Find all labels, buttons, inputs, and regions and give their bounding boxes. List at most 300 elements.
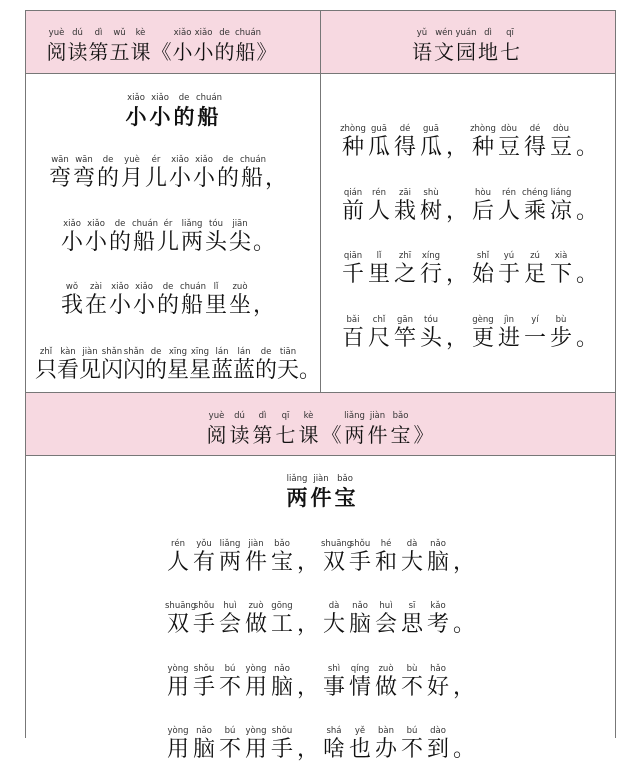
- hanzi-char: 。: [452, 612, 475, 637]
- pinyin-text: xiǎo: [195, 155, 213, 165]
- pinyin-text: de: [162, 282, 174, 292]
- lesson7-header-title: [205, 411, 435, 448]
- pinyin-text: shuāng: [165, 601, 197, 611]
- hanzi-char: ，: [452, 675, 475, 700]
- ruby-unit: [217, 601, 243, 638]
- pinyin-text: xiǎo: [127, 93, 145, 103]
- hanzi-char: 里: [367, 262, 390, 287]
- ruby-unit: [451, 539, 477, 576]
- ruby-unit: [132, 219, 159, 256]
- hanzi-char: 文: [434, 40, 454, 64]
- hanzi-char: 行: [419, 262, 442, 287]
- pinyin-text: gèng: [472, 315, 494, 325]
- ruby-unit: [366, 251, 392, 288]
- pinyin-text: dú: [72, 28, 83, 38]
- hanzi-char: 手: [192, 675, 215, 700]
- row-divider-3: [26, 455, 615, 456]
- pinyin-text: [451, 664, 477, 675]
- hanzi-char: 工: [270, 612, 293, 637]
- pinyin-text: chuán: [196, 93, 223, 103]
- ruby-unit: [496, 124, 522, 161]
- ruby-unit: [418, 188, 444, 225]
- row-divider-2: [26, 392, 615, 393]
- pinyin-text: guā: [423, 124, 439, 134]
- hanzi-char: 双: [166, 612, 189, 637]
- pinyin-text: gān: [397, 315, 413, 325]
- ruby-unit: [399, 726, 425, 763]
- pinyin-text: kàn: [60, 347, 76, 357]
- hanzi-char: 的: [173, 104, 195, 129]
- ruby-unit: [444, 251, 470, 288]
- hanzi-char: 天: [277, 358, 300, 383]
- hanzi-char: 》: [413, 423, 434, 447]
- hanzi-char: 两: [286, 485, 308, 510]
- ruby-unit: [499, 28, 521, 65]
- hanzi-char: 事: [322, 675, 345, 700]
- pinyin-text: dì: [258, 411, 267, 421]
- ruby-unit: [425, 539, 451, 576]
- pinyin-text: [295, 539, 321, 550]
- ruby-unit: [217, 664, 243, 701]
- ruby-unit: [217, 726, 243, 763]
- ruby-unit: [309, 474, 333, 511]
- poem2-line: [165, 726, 477, 763]
- hanzi-char: 。: [575, 326, 598, 351]
- hanzi-char: 的: [216, 166, 239, 191]
- pinyin-text: lǐ: [376, 251, 382, 261]
- ruby-unit: [243, 601, 269, 638]
- hanzi-char: 弯: [72, 166, 95, 191]
- pinyin-text: shuāng: [321, 539, 353, 549]
- pinyin-text: huì: [223, 601, 237, 611]
- column-divider: [320, 11, 321, 392]
- ruby-unit: [228, 411, 251, 448]
- poem2-line: [165, 601, 477, 638]
- pinyin-text: yú: [503, 251, 515, 261]
- hanzi-char: 儿: [156, 230, 179, 255]
- pinyin-text: ér: [163, 219, 173, 229]
- hanzi-char: 好: [426, 675, 449, 700]
- hanzi-char: 办: [374, 737, 397, 762]
- pinyin-text: shì: [327, 664, 341, 674]
- ruby-unit: [79, 347, 101, 384]
- hanzi-char: 件: [244, 550, 267, 575]
- poem2-line: [165, 539, 477, 576]
- ruby-unit: [425, 601, 451, 638]
- hanzi-char: 七: [275, 423, 296, 447]
- hanzi-char: 宝: [270, 550, 293, 575]
- hanzi-char: 的: [96, 166, 119, 191]
- pinyin-text: zhǐ: [39, 347, 53, 357]
- ruby-unit: [347, 539, 373, 576]
- ruby-unit: [243, 539, 269, 576]
- ruby-unit: [191, 539, 217, 576]
- ruby-unit: [433, 28, 455, 65]
- hanzi-char: 树: [419, 199, 442, 224]
- pinyin-text: [444, 124, 470, 135]
- hanzi-char: 做: [374, 675, 397, 700]
- ruby-unit: [124, 93, 148, 130]
- pinyin-text: bù: [406, 664, 418, 674]
- ruby-unit: [496, 251, 522, 288]
- pinyin-text: dé: [399, 124, 411, 134]
- ruby-unit: [277, 347, 299, 384]
- pinyin-text: bǎo: [337, 474, 353, 484]
- ruby-unit: [101, 347, 123, 384]
- pinyin-text: [574, 251, 600, 262]
- hanzi-char: 手: [270, 737, 293, 762]
- hanzi-char: 头: [419, 326, 442, 351]
- ruby-unit: [347, 664, 373, 701]
- ruby-unit: [412, 411, 435, 448]
- ruby-unit: [130, 28, 151, 65]
- hanzi-char: 件: [367, 423, 388, 447]
- pinyin-text: shǐ: [476, 251, 490, 261]
- hanzi-char: 凉: [549, 199, 572, 224]
- ruby-unit: [399, 601, 425, 638]
- ruby-unit: [165, 664, 191, 701]
- pinyin-text: shǒu: [193, 664, 215, 674]
- hanzi-char: 课: [130, 40, 151, 64]
- hanzi-char: 宝: [390, 423, 411, 447]
- ruby-unit: [373, 664, 399, 701]
- hanzi-char: 尺: [367, 326, 390, 351]
- hanzi-char: 闪: [101, 358, 124, 383]
- pinyin-text: yòng: [167, 726, 189, 736]
- ruby-unit: [392, 124, 418, 161]
- ruby-unit: [295, 726, 321, 763]
- pinyin-text: [151, 28, 172, 39]
- pinyin-text: hòu: [475, 188, 491, 198]
- pinyin-text: dú: [234, 411, 245, 421]
- pinyin-text: jiàn: [313, 474, 329, 484]
- pinyin-text: [252, 282, 276, 293]
- hanzi-char: 一: [523, 326, 546, 351]
- hanzi-char: 足: [523, 262, 546, 287]
- ruby-unit: [522, 251, 548, 288]
- pinyin-text: hé: [380, 539, 392, 549]
- ruby-unit: [295, 664, 321, 701]
- pinyin-text: xiǎo: [63, 219, 81, 229]
- ruby-unit: [470, 124, 496, 161]
- ruby-unit: [340, 251, 366, 288]
- hanzi-char: 第: [88, 40, 109, 64]
- hanzi-char: 星: [189, 358, 212, 383]
- pinyin-text: [451, 601, 477, 612]
- ruby-unit: [340, 124, 366, 161]
- pinyin-text: huì: [379, 601, 393, 611]
- hanzi-char: ，: [296, 550, 319, 575]
- pinyin-text: qián: [343, 188, 363, 198]
- ruby-unit: [295, 539, 321, 576]
- poem1-line: [60, 219, 276, 256]
- pinyin-text: qī: [506, 28, 514, 38]
- hanzi-char: 栽: [393, 199, 416, 224]
- hanzi-char: 竿: [393, 326, 416, 351]
- hanzi-char: 地: [478, 40, 498, 64]
- yuwen-line: [340, 124, 600, 161]
- hanzi-char: 七: [500, 40, 520, 64]
- hanzi-char: ，: [445, 262, 468, 287]
- ruby-unit: [347, 601, 373, 638]
- hanzi-char: 小: [172, 40, 193, 64]
- yuwen-line: [340, 188, 600, 225]
- pinyin-text: xiǎo: [171, 155, 189, 165]
- ruby-unit: [548, 124, 574, 161]
- pinyin-text: bǎi: [346, 315, 360, 325]
- hanzi-char: 弯: [48, 166, 71, 191]
- ruby-unit: [165, 726, 191, 763]
- hanzi-char: ，: [264, 166, 287, 191]
- hanzi-char: 瓜: [419, 135, 442, 160]
- pinyin-text: shǒu: [271, 726, 293, 736]
- hanzi-char: 小: [192, 166, 215, 191]
- ruby-unit: [204, 282, 228, 319]
- ruby-unit: [165, 601, 197, 638]
- ruby-unit: [418, 124, 444, 161]
- pinyin-text: kè: [135, 28, 146, 38]
- pinyin-text: [264, 155, 288, 166]
- pinyin-text: [295, 601, 321, 612]
- hanzi-char: 头: [204, 230, 227, 255]
- ruby-unit: [243, 726, 269, 763]
- pinyin-text: bǎo: [274, 539, 290, 549]
- hanzi-char: ，: [445, 199, 468, 224]
- ruby-unit: [264, 155, 288, 192]
- ruby-unit: [366, 411, 389, 448]
- ruby-unit: [522, 188, 548, 225]
- hanzi-char: 五: [109, 40, 130, 64]
- ruby-unit: [444, 315, 470, 352]
- hanzi-char: 脑: [192, 737, 215, 762]
- pinyin-text: xiǎo: [194, 28, 213, 38]
- hanzi-char: 步: [549, 326, 572, 351]
- pinyin-text: chǐ: [372, 315, 386, 325]
- hanzi-char: 的: [255, 358, 278, 383]
- ruby-unit: [269, 664, 295, 701]
- hanzi-char: ，: [296, 612, 319, 637]
- ruby-unit: [60, 282, 84, 319]
- pinyin-text: xiǎo: [87, 219, 105, 229]
- pinyin-text: [320, 411, 343, 422]
- pinyin-text: de: [114, 219, 126, 229]
- ruby-unit: [299, 347, 321, 384]
- pinyin-text: xiǎo: [111, 282, 129, 292]
- hanzi-char: 手: [192, 612, 215, 637]
- ruby-unit: [46, 28, 67, 65]
- ruby-unit: [228, 282, 252, 319]
- pinyin-text: dì: [94, 28, 103, 38]
- hanzi-char: 小: [60, 230, 83, 255]
- hanzi-char: 种: [341, 135, 364, 160]
- pinyin-text: yuè: [48, 28, 65, 38]
- hanzi-char: 于: [497, 262, 520, 287]
- hanzi-char: 》: [256, 40, 277, 64]
- hanzi-char: 会: [374, 612, 397, 637]
- ruby-unit: [347, 726, 373, 763]
- ruby-unit: [366, 315, 392, 352]
- ruby-unit: [399, 539, 425, 576]
- pinyin-text: yǔ: [416, 28, 428, 38]
- hanzi-char: ，: [252, 293, 275, 318]
- hanzi-char: 。: [575, 135, 598, 160]
- ruby-unit: [392, 188, 418, 225]
- pinyin-text: rén: [171, 539, 185, 549]
- pinyin-text: [295, 664, 321, 675]
- ruby-unit: [269, 601, 295, 638]
- ruby-unit: [425, 726, 451, 763]
- ruby-unit: [321, 664, 347, 701]
- ruby-unit: [451, 664, 477, 701]
- pinyin-text: zuò: [378, 664, 394, 674]
- hanzi-char: 阅: [206, 423, 227, 447]
- hanzi-char: 做: [244, 612, 267, 637]
- poem1-title: [124, 93, 223, 130]
- pinyin-text: wǔ: [113, 28, 126, 38]
- ruby-unit: [496, 188, 522, 225]
- ruby-unit: [168, 155, 192, 192]
- hanzi-char: 下: [549, 262, 572, 287]
- ruby-unit: [252, 282, 276, 319]
- hanzi-char: 种: [471, 135, 494, 160]
- pinyin-text: xià: [554, 251, 568, 261]
- hanzi-char: 后: [471, 199, 494, 224]
- yuwen-header-title: [411, 28, 521, 65]
- pinyin-text: zuò: [248, 601, 264, 611]
- ruby-unit: [477, 28, 499, 65]
- ruby-unit: [191, 664, 217, 701]
- hanzi-char: 第: [252, 423, 273, 447]
- hanzi-char: 小: [84, 230, 107, 255]
- hanzi-char: 船: [132, 230, 155, 255]
- hanzi-char: 千: [341, 262, 364, 287]
- hanzi-char: 闪: [123, 358, 146, 383]
- hanzi-char: 小: [125, 104, 147, 129]
- ruby-unit: [251, 411, 274, 448]
- hanzi-char: 更: [471, 326, 494, 351]
- hanzi-char: 。: [452, 737, 475, 762]
- hanzi-char: 情: [348, 675, 371, 700]
- pinyin-text: liáng: [550, 188, 572, 198]
- ruby-unit: [88, 28, 109, 65]
- ruby-unit: [418, 315, 444, 352]
- ruby-unit: [548, 188, 574, 225]
- ruby-unit: [67, 28, 88, 65]
- hanzi-char: 脑: [348, 612, 371, 637]
- ruby-unit: [48, 155, 72, 192]
- hanzi-char: 双: [322, 550, 345, 575]
- ruby-unit: [392, 251, 418, 288]
- hanzi-char: 星: [167, 358, 190, 383]
- hanzi-char: ，: [445, 326, 468, 351]
- pinyin-text: xiǎo: [135, 282, 153, 292]
- pinyin-text: dào: [430, 726, 446, 736]
- hanzi-char: 脑: [270, 675, 293, 700]
- ruby-unit: [96, 155, 120, 192]
- ruby-unit: [574, 188, 600, 225]
- ruby-unit: [411, 28, 433, 65]
- pinyin-text: dé: [529, 124, 541, 134]
- ruby-unit: [216, 155, 240, 192]
- hanzi-char: 豆: [497, 135, 520, 160]
- ruby-unit: [373, 726, 399, 763]
- ruby-unit: [233, 347, 255, 384]
- pinyin-text: kè: [303, 411, 314, 421]
- pinyin-text: bú: [406, 726, 418, 736]
- hanzi-char: 见: [79, 358, 102, 383]
- pinyin-text: chuán: [235, 28, 262, 38]
- ruby-unit: [109, 28, 130, 65]
- hanzi-char: 考: [426, 612, 449, 637]
- pinyin-text: [574, 315, 600, 326]
- hanzi-char: 得: [393, 135, 416, 160]
- hanzi-char: 船: [240, 166, 263, 191]
- pinyin-text: zú: [530, 251, 540, 261]
- pinyin-text: [444, 315, 470, 326]
- ruby-unit: [204, 219, 228, 256]
- hanzi-char: 得: [523, 135, 546, 160]
- pinyin-text: jiàn: [369, 411, 386, 421]
- hanzi-char: 的: [214, 40, 235, 64]
- yuwen-line: [340, 251, 600, 288]
- pinyin-text: jiàn: [248, 539, 264, 549]
- ruby-unit: [120, 155, 144, 192]
- ruby-unit: [193, 28, 214, 65]
- pinyin-text: wān: [75, 155, 93, 165]
- ruby-unit: [156, 219, 180, 256]
- ruby-unit: [84, 219, 108, 256]
- ruby-unit: [470, 188, 496, 225]
- hanzi-char: 。: [252, 230, 275, 255]
- pinyin-text: chéng: [522, 188, 549, 198]
- pinyin-text: liǎng: [219, 539, 241, 549]
- hanzi-char: 用: [166, 675, 189, 700]
- pinyin-text: yuán: [455, 28, 477, 38]
- pinyin-text: wān: [51, 155, 69, 165]
- ruby-unit: [132, 282, 156, 319]
- ruby-unit: [145, 347, 167, 384]
- ruby-unit: [399, 664, 425, 701]
- hanzi-char: 。: [299, 358, 322, 383]
- ruby-unit: [425, 664, 451, 701]
- hanzi-char: 的: [156, 293, 179, 318]
- pinyin-text: bǎo: [392, 411, 409, 421]
- yuwen-line: [340, 315, 600, 352]
- hanzi-char: 始: [471, 262, 494, 287]
- hanzi-char: 手: [348, 550, 371, 575]
- pinyin-text: wǒ: [65, 282, 79, 292]
- pinyin-text: hǎo: [430, 664, 446, 674]
- hanzi-char: 有: [192, 550, 215, 575]
- hanzi-char: 进: [497, 326, 520, 351]
- ruby-unit: [228, 219, 252, 256]
- hanzi-char: 园: [456, 40, 476, 64]
- pinyin-text: zhòng: [340, 124, 366, 134]
- ruby-unit: [295, 601, 321, 638]
- pinyin-text: shù: [423, 188, 439, 198]
- hanzi-char: 看: [57, 358, 80, 383]
- pinyin-text: [252, 219, 276, 230]
- ruby-unit: [189, 347, 211, 384]
- ruby-unit: [418, 251, 444, 288]
- hanzi-char: 啥: [322, 737, 345, 762]
- hanzi-char: 前: [341, 199, 364, 224]
- ruby-unit: [196, 93, 223, 130]
- pinyin-text: jìn: [503, 315, 515, 325]
- hanzi-char: 不: [400, 675, 423, 700]
- hanzi-char: 脑: [426, 550, 449, 575]
- pinyin-text: sī: [408, 601, 416, 611]
